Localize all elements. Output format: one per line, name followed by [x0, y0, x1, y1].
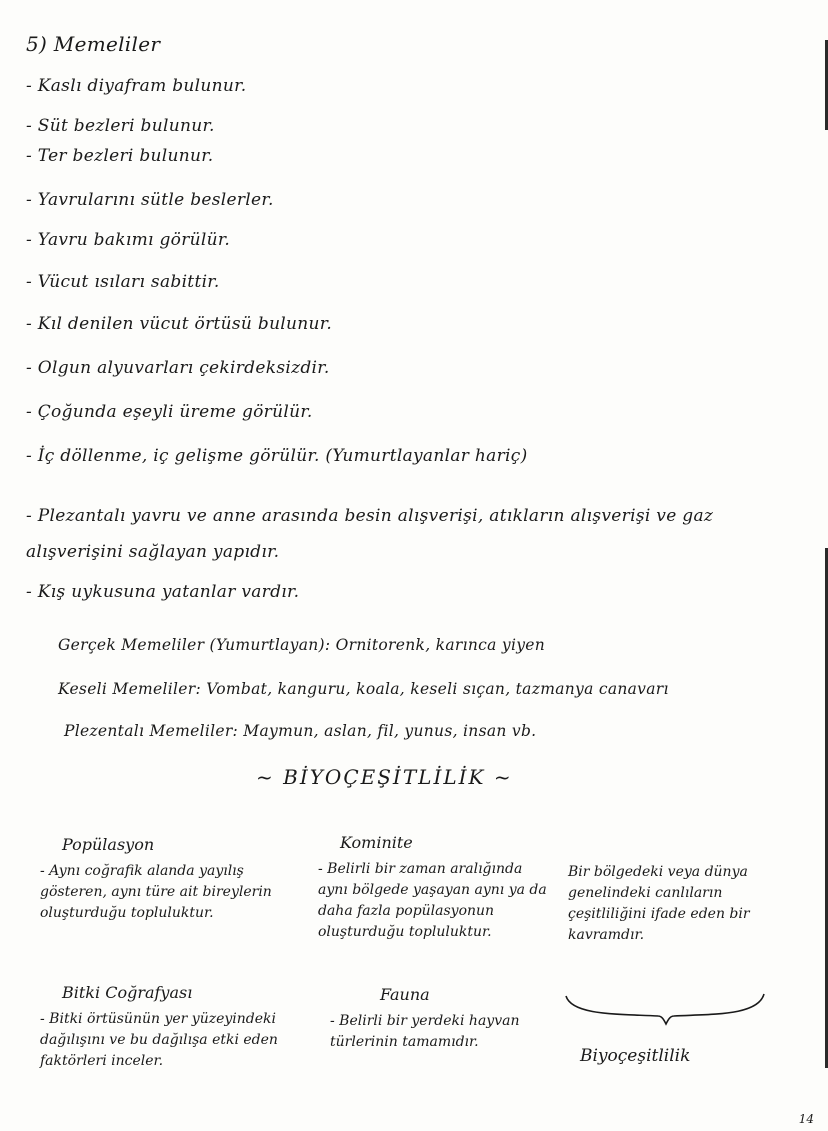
page-number: 14 [798, 1112, 814, 1126]
population-text: - Aynı coğrafik alanda yayılış gösteren, aynı türe ait bireylerin oluşturduğu topluluktur. [40, 863, 272, 921]
feature-line: - Yavru bakımı görülür. [26, 230, 231, 250]
population-block [40, 834, 308, 924]
community-title: Kominite [340, 833, 413, 852]
feature-line: - Olgun alyuvarları çekirdeksizdir. [26, 358, 330, 378]
fauna-text: - Belirli bir yerdeki hayvan türlerinin tamamıdır. [330, 1013, 520, 1050]
curly-brace [562, 990, 768, 1026]
feature-line: - Süt bezleri bulunur. [26, 116, 215, 136]
community-text: - Belirli bir zaman aralığında aynı bölgede yaşayan aynı ya da daha fazla popülasyonun oluşturduğu topluluktur. [318, 861, 547, 940]
feature-line: - Kış uykusuna yatanlar vardır. [26, 582, 300, 602]
feature-line: - Plezantalı yavru ve anne arasında besin alışverişi, atıkların alışverişi ve gaz alışverişini sağlayan yapıdır. [26, 506, 714, 562]
community-block [318, 832, 554, 943]
fauna-title: Fauna [380, 985, 430, 1004]
plant-geography-text: - Bitki örtüsünün yer yüzeyindeki dağılışını ve bu dağılışa etki eden faktörleri inceler. [40, 1011, 278, 1069]
definition-block [568, 862, 774, 946]
example-line: Plezentalı Memeliler: Maymun, aslan, fil, yunus, insan vb. [64, 722, 537, 740]
feature-line: - Ter bezleri bulunur. [26, 146, 214, 166]
feature-line: - Vücut ısıları sabittir. [26, 272, 220, 292]
plant-geography-block [40, 982, 302, 1072]
population-title: Popülasyon [62, 835, 155, 854]
feature-line: - İç döllenme, iç gelişme görülür. (Yumurtlayanlar hariç) [26, 446, 528, 466]
feature-line: - Kaslı diyafram bulunur. [26, 76, 247, 96]
feature-line: - Kıl denilen vücut örtüsü bulunur. [26, 314, 333, 334]
biodiversity-title: ~ BİYOÇEŞİTLİLİK ~ [256, 765, 513, 789]
definition-text: Bir bölgedeki veya dünya genelindeki canlıların çeşitliliğini ifade eden bir kavramdır. [568, 864, 750, 943]
biodiversity-label: Biyoçeşitlilik [580, 1046, 691, 1066]
section-title: 5) Memeliler [26, 32, 161, 56]
feature-line: - Çoğunda eşeyli üreme görülür. [26, 402, 313, 422]
example-line: Keseli Memeliler: Vombat, kanguru, koala, keseli sıçan, tazmanya canavarı [58, 680, 669, 698]
feature-line: - Yavrularını sütle beslerler. [26, 190, 274, 210]
fauna-block [330, 984, 560, 1053]
plant-geography-title: Bitki Coğrafyası [62, 983, 193, 1002]
example-line: Gerçek Memeliler (Yumurtlayan): Ornitorenk, karınca yiyen [58, 636, 546, 654]
